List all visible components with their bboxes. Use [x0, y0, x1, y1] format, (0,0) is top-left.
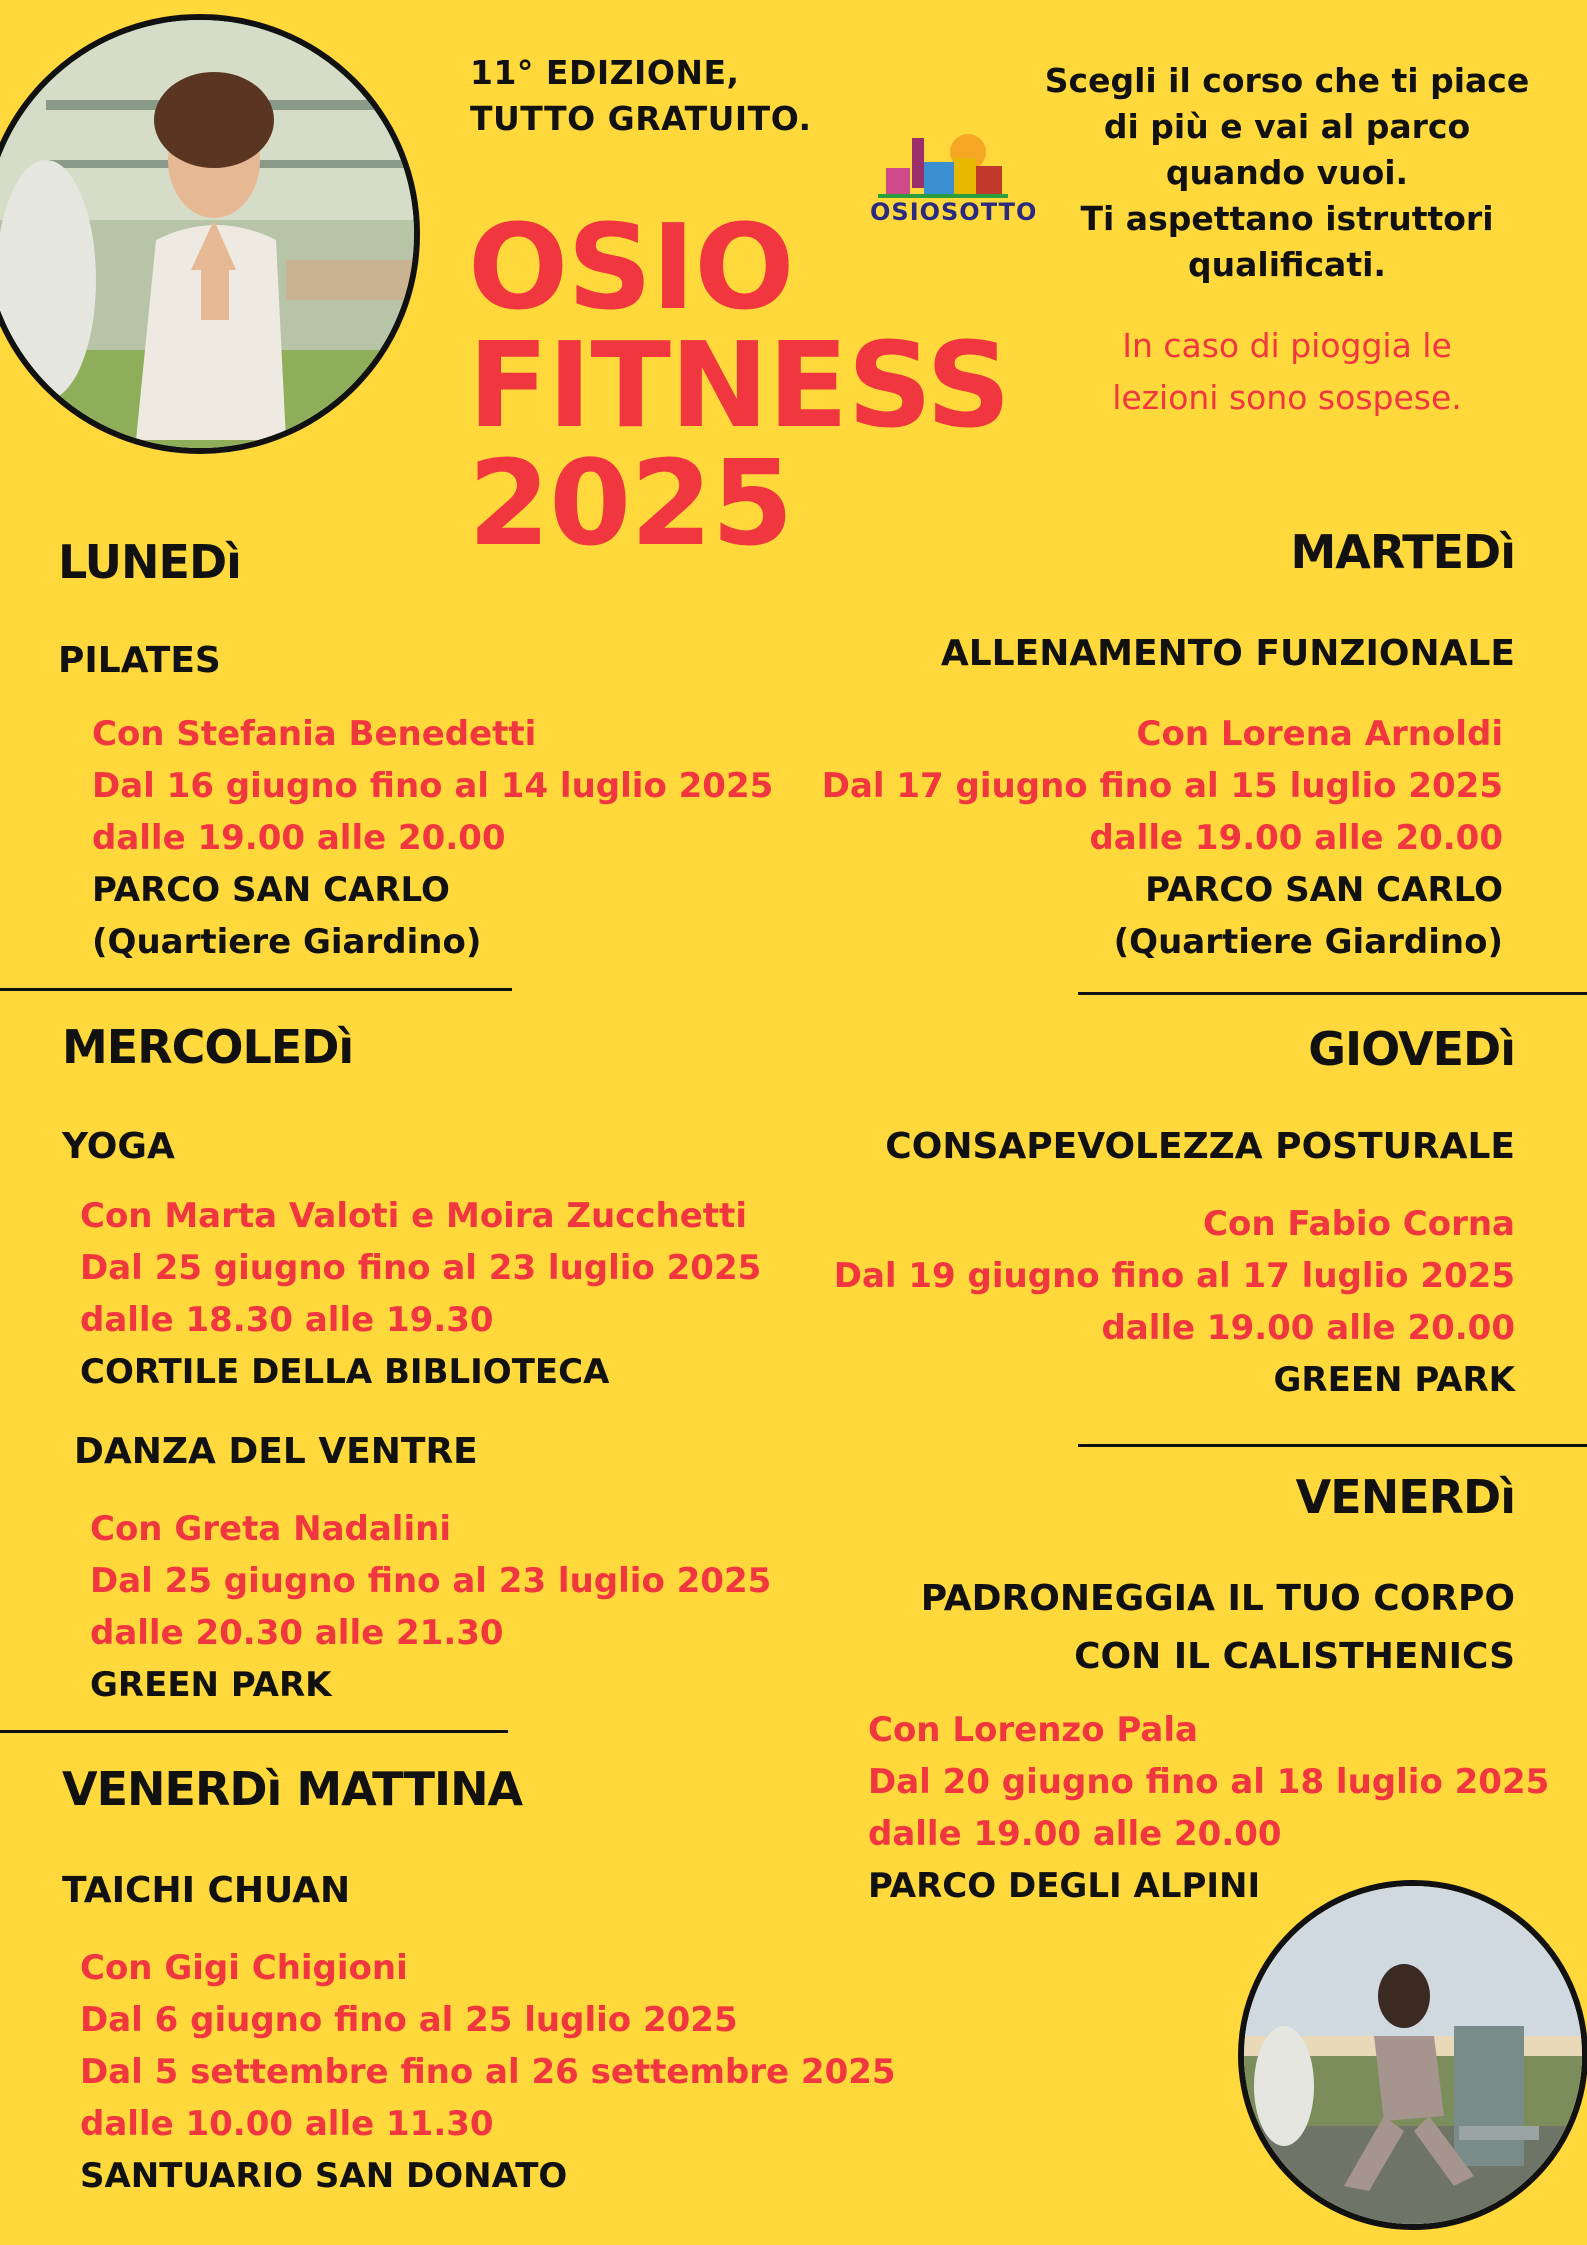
- dates: Dal 17 giugno fino al 15 luglio 2025: [821, 766, 1503, 806]
- time: dalle 19.00 alle 20.00: [868, 1814, 1282, 1854]
- dates: Dal 6 giugno fino al 25 luglio 2025: [80, 2000, 738, 2040]
- instructor: Con Fabio Corna: [1203, 1204, 1515, 1244]
- course-yoga: YOGA: [62, 1126, 175, 1167]
- rain-line: In caso di pioggia le: [1122, 326, 1452, 365]
- intro-line: di più e vai al parco: [1103, 107, 1471, 146]
- intro-line: Ti aspettano istruttori: [1080, 199, 1494, 238]
- dates: Dal 25 giugno fino al 23 luglio 2025: [90, 1561, 772, 1601]
- taichi-info: [80, 1942, 896, 2202]
- course-calisthenics: [921, 1570, 1515, 1686]
- location: SANTUARIO SAN DONATO: [80, 2156, 568, 2196]
- workout-woman-illustration: [1244, 1886, 1582, 2224]
- location-detail: (Quartiere Giardino): [92, 922, 482, 962]
- title-line-2: FITNESS: [468, 316, 1011, 454]
- consapevolezza-info: [834, 1198, 1515, 1406]
- divider: [0, 1730, 508, 1733]
- rain-line: lezioni sono sospese.: [1112, 378, 1462, 417]
- dates: Dal 16 giugno fino al 14 luglio 2025: [92, 766, 774, 806]
- time: dalle 19.00 alle 20.00: [92, 818, 506, 858]
- logo-text: OSIOSOTTO: [870, 198, 1038, 226]
- dates: Dal 5 settembre fino al 26 settembre 2025: [80, 2052, 896, 2092]
- main-title: [468, 198, 1011, 572]
- yoga-woman-illustration: [0, 20, 414, 448]
- course-line-1: PADRONEGGIA IL TUO CORPO: [920, 1578, 1515, 1619]
- yoga-photo: [0, 14, 420, 454]
- course-allenamento: ALLENAMENTO FUNZIONALE: [940, 633, 1515, 674]
- course-consapevolezza: CONSAPEVOLEZZA POSTURALE: [885, 1126, 1515, 1167]
- location: PARCO DEGLI ALPINI: [868, 1866, 1261, 1906]
- edition-line-1: 11° EDIZIONE,: [470, 53, 740, 92]
- instructor: Con Lorenzo Pala: [868, 1710, 1198, 1750]
- instructor: Con Stefania Benedetti: [92, 714, 537, 754]
- day-mercoledi: MERCOLEDì: [62, 1020, 354, 1074]
- divider: [1078, 1444, 1587, 1447]
- fitness-photo: [1238, 1880, 1587, 2230]
- edition-text: [470, 50, 812, 142]
- course-line-2: CON IL CALISTHENICS: [1074, 1636, 1515, 1677]
- divider: [0, 988, 512, 991]
- day-venerdi: VENERDì: [1295, 1470, 1515, 1524]
- dates: Dal 19 giugno fino al 17 luglio 2025: [833, 1256, 1515, 1296]
- course-danza: DANZA DEL VENTRE: [74, 1431, 478, 1472]
- intro-line: quando vuoi.: [1165, 153, 1409, 192]
- intro-line: qualificati.: [1188, 245, 1386, 284]
- intro-text: [1027, 58, 1547, 288]
- dates: Dal 20 giugno fino al 18 luglio 2025: [868, 1762, 1550, 1802]
- day-martedi: MARTEDì: [1290, 525, 1515, 579]
- instructor: Con Gigi Chigioni: [80, 1948, 408, 1988]
- divider: [1078, 992, 1587, 995]
- course-taichi: TAICHI CHUAN: [62, 1870, 351, 1911]
- location: GREEN PARK: [90, 1665, 332, 1705]
- edition-line-2: TUTTO GRATUITO.: [470, 99, 812, 138]
- location: CORTILE DELLA BIBLIOTECA: [80, 1352, 610, 1392]
- danza-info: [90, 1503, 771, 1711]
- location-detail: (Quartiere Giardino): [1113, 922, 1503, 962]
- allenamento-info: [822, 708, 1503, 968]
- time: dalle 18.30 alle 19.30: [80, 1300, 494, 1340]
- title-line-1: OSIO: [468, 198, 794, 336]
- instructor: Con Marta Valoti e Moira Zucchetti: [80, 1196, 747, 1236]
- title-line-3: 2025: [468, 434, 793, 572]
- pilates-info: [92, 708, 773, 968]
- location: GREEN PARK: [1273, 1360, 1515, 1400]
- calisthenics-info: [868, 1704, 1549, 1912]
- day-venerdi-mattina: VENERDì MATTINA: [62, 1762, 523, 1816]
- intro-line: Scegli il corso che ti piace: [1044, 61, 1530, 100]
- time: dalle 19.00 alle 20.00: [1089, 818, 1503, 858]
- instructor: Con Lorena Arnoldi: [1136, 714, 1503, 754]
- time: dalle 10.00 alle 11.30: [80, 2104, 494, 2144]
- dates: Dal 25 giugno fino al 23 luglio 2025: [80, 1248, 762, 1288]
- course-pilates: PILATES: [58, 640, 221, 681]
- instructor: Con Greta Nadalini: [90, 1509, 451, 1549]
- day-lunedi: LUNEDì: [58, 535, 241, 589]
- rain-notice: [1067, 320, 1507, 424]
- time: dalle 20.30 alle 21.30: [90, 1613, 504, 1653]
- location: PARCO SAN CARLO: [1145, 870, 1503, 910]
- day-giovedi: GIOVEDì: [1308, 1022, 1515, 1076]
- time: dalle 19.00 alle 20.00: [1101, 1308, 1515, 1348]
- location: PARCO SAN CARLO: [92, 870, 450, 910]
- yoga-info: [80, 1190, 761, 1398]
